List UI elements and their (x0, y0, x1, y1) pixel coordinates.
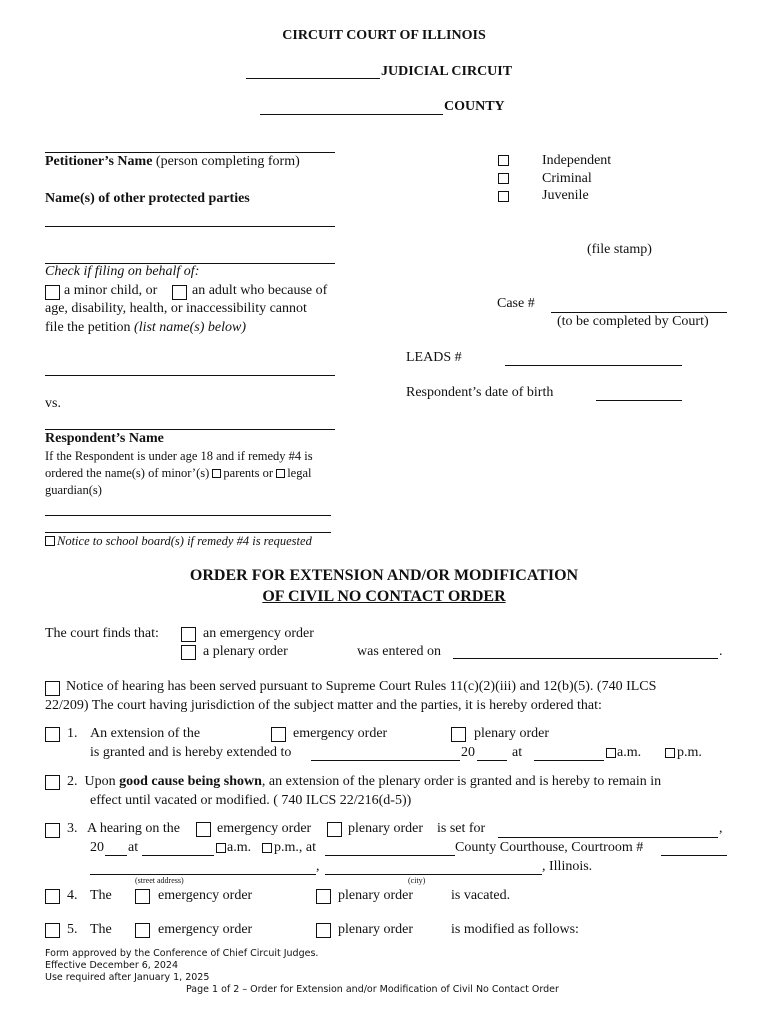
item4-plenary-label: plenary order (338, 888, 414, 903)
item3-am-checkbox[interactable] (216, 843, 226, 853)
item3-courthouse-label: County Courthouse, Courtroom # (455, 840, 644, 855)
footer-required: Use required after January 1, 2025 (45, 972, 210, 983)
case-number-field[interactable] (551, 312, 727, 313)
footer-approved: Form approved by the Conference of Chief Circuit Judges. (45, 948, 319, 959)
order-title-line1: ORDER FOR EXTENSION AND/OR MODIFICATION (189, 567, 579, 584)
item1-am-label: a.m. (617, 745, 642, 760)
item2-checkbox[interactable] (45, 775, 60, 790)
item5-plenary-checkbox[interactable] (316, 923, 331, 938)
guardian-name-field-2[interactable] (45, 532, 331, 533)
other-parties-field-1[interactable] (45, 226, 335, 227)
notice-checkbox[interactable] (45, 681, 60, 696)
item4-plenary-checkbox[interactable] (316, 889, 331, 904)
item3-emergency-checkbox[interactable] (196, 822, 211, 837)
item1-year-field[interactable] (477, 760, 507, 761)
item3-illinois: , Illinois. (542, 859, 593, 874)
minor-child-checkbox[interactable] (45, 285, 60, 300)
item3-set-for: is set for (437, 821, 486, 836)
legal-guardian-checkbox[interactable] (276, 469, 285, 478)
county-label: COUNTY (444, 99, 505, 114)
behalf-names-field[interactable] (45, 375, 335, 376)
school-notice-checkbox[interactable] (45, 536, 55, 546)
findings-label: The court finds that: (45, 626, 159, 641)
parents-checkbox[interactable] (212, 469, 221, 478)
item1-at-label: at (512, 745, 523, 760)
petitioner-name-field[interactable] (45, 152, 335, 153)
item1-pm-checkbox[interactable] (665, 748, 675, 758)
file-stamp-label: (file stamp) (587, 242, 652, 257)
respondent-name-field[interactable] (45, 429, 335, 430)
item2-line2: effect until vacated or modified. ( 740 ILCS 22/216(d-5)) (90, 793, 412, 808)
item3-pm-label: p.m., at (274, 840, 316, 855)
behalf-heading: Check if filing on behalf of: (45, 264, 200, 279)
independent-checkbox[interactable] (498, 155, 509, 166)
respondent-note-3: guardian(s) (45, 483, 102, 497)
item3-time-field[interactable] (142, 855, 214, 856)
item3-comma2: , (316, 859, 320, 874)
item3-am-label: a.m. (227, 840, 252, 855)
item1-date-field[interactable] (311, 760, 460, 761)
item5-plenary-label: plenary order (338, 922, 414, 937)
judicial-circuit-field[interactable] (246, 78, 380, 79)
criminal-checkbox[interactable] (498, 173, 509, 184)
finding-plenary-label: a plenary order (203, 644, 288, 659)
item3-courtroom-field[interactable] (661, 855, 727, 856)
entered-on-period: . (719, 644, 723, 659)
item1-pm-label: p.m. (677, 745, 702, 760)
finding-plenary-checkbox[interactable] (181, 645, 196, 660)
item4-result: is vacated. (451, 888, 511, 903)
item3-emergency-label: emergency order (217, 821, 312, 836)
item3-checkbox[interactable] (45, 823, 60, 838)
juvenile-checkbox[interactable] (498, 191, 509, 202)
item2-text: 2. Upon good cause being shown, an extension of the plenary order is granted and is hereby to remain in (67, 774, 662, 789)
item1-plenary-checkbox[interactable] (451, 727, 466, 742)
county-field[interactable] (260, 114, 443, 115)
item1-emergency-label: emergency order (293, 726, 388, 741)
item3-city-hint: (city) (408, 876, 426, 885)
other-parties-label: Name(s) of other protected parties (45, 191, 250, 206)
item5-result: is modified as follows: (451, 922, 579, 937)
court-title: CIRCUIT COURT OF ILLINOIS (282, 28, 486, 43)
item1-checkbox[interactable] (45, 727, 60, 742)
item3-year-field[interactable] (105, 855, 127, 856)
vs-label: vs. (45, 396, 61, 411)
order-title-line2: OF CIVIL NO CONTACT ORDER (262, 588, 506, 605)
item3-number: 3. (67, 821, 78, 836)
independent-label: Independent (542, 153, 612, 168)
judicial-circuit-label: JUDICIAL CIRCUIT (381, 64, 513, 79)
adult-checkbox[interactable] (172, 285, 187, 300)
item5-number: 5. (67, 922, 78, 937)
item4-the: The (90, 888, 112, 903)
item1-text: An extension of the (90, 726, 201, 741)
entered-on-label: was entered on (357, 644, 441, 659)
item3-plenary-checkbox[interactable] (327, 822, 342, 837)
item1-time-field[interactable] (534, 760, 604, 761)
entered-on-field[interactable] (453, 658, 718, 659)
item3-city-field[interactable] (325, 874, 542, 875)
school-notice: Notice to school board(s) if remedy #4 is requested (45, 534, 312, 549)
footer-effective: Effective December 6, 2024 (45, 960, 179, 971)
respondent-dob-field[interactable] (596, 400, 682, 401)
item3-at-label: at (128, 840, 139, 855)
item5-checkbox[interactable] (45, 923, 60, 938)
case-number-label: Case # (497, 296, 535, 311)
item1-line2: is granted and is hereby extended to (90, 745, 292, 760)
behalf-line-3: file the petition (list name(s) below) (45, 320, 247, 335)
behalf-line-2: age, disability, health, or inaccessibility cannot (45, 301, 307, 316)
notice-line-1: Notice of hearing has been served pursuant to Supreme Court Rules 11(c)(2)(iii) and 12(b)(5). (740 ILCS (66, 679, 657, 694)
item1-am-checkbox[interactable] (606, 748, 616, 758)
item5-the: The (90, 922, 112, 937)
leads-label: LEADS # (406, 350, 462, 365)
adult-label: an adult who because of (192, 283, 328, 298)
item4-emergency-label: emergency order (158, 888, 253, 903)
item3-pm-checkbox[interactable] (262, 843, 272, 853)
item3-street-field[interactable] (90, 874, 316, 875)
criminal-label: Criminal (542, 171, 592, 186)
guardian-name-field-1[interactable] (45, 515, 331, 516)
petitioner-name-label: Petitioner’s Name (person completing form) (45, 154, 300, 169)
footer-page-label: Page 1 of 2 – Order for Extension and/or Modification of Civil No Contact Order (186, 984, 559, 995)
item3-year-prefix: 20 (90, 840, 104, 855)
respondent-name-label: Respondent’s Name (45, 431, 164, 446)
juvenile-label: Juvenile (542, 188, 589, 203)
finding-emergency-label: an emergency order (203, 626, 314, 641)
item1-plenary-label: plenary order (474, 726, 550, 741)
item3-county-field[interactable] (325, 855, 455, 856)
item5-emergency-checkbox[interactable] (135, 923, 150, 938)
item4-emergency-checkbox[interactable] (135, 889, 150, 904)
respondent-dob-label: Respondent’s date of birth (406, 385, 554, 400)
item1-year-prefix: 20 (461, 745, 475, 760)
minor-child-label: a minor child, or (64, 283, 158, 298)
item3-text: A hearing on the (87, 821, 180, 836)
item3-comma: , (719, 821, 723, 836)
item1-number: 1. (67, 726, 78, 741)
respondent-note-2: ordered the name(s) of minor’(s) parents or legal (45, 466, 312, 480)
leads-field[interactable] (505, 365, 682, 366)
item4-checkbox[interactable] (45, 889, 60, 904)
item4-number: 4. (67, 888, 78, 903)
item5-emergency-label: emergency order (158, 922, 253, 937)
item3-street-hint: (street address) (135, 876, 184, 885)
notice-line-2: 22/209) The court having jurisdiction of the subject matter and the parties, it is hereby ordered that: (45, 698, 602, 713)
respondent-note-1: If the Respondent is under age 18 and if remedy #4 is (45, 449, 313, 463)
item3-date-field[interactable] (498, 837, 718, 838)
item1-emergency-checkbox[interactable] (271, 727, 286, 742)
case-number-note: (to be completed by Court) (557, 314, 709, 329)
item3-plenary-label: plenary order (348, 821, 424, 836)
finding-emergency-checkbox[interactable] (181, 627, 196, 642)
